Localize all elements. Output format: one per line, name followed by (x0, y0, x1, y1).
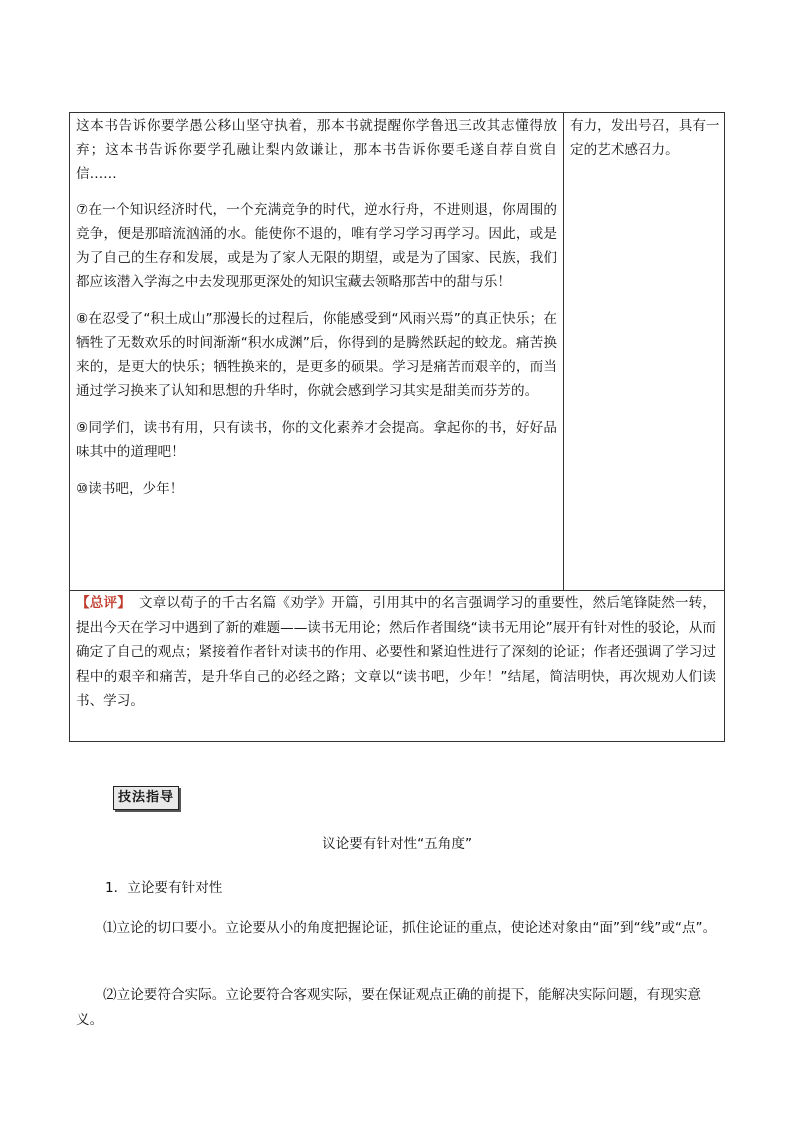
essay-table (69, 112, 725, 742)
review-row (70, 591, 724, 741)
body-paragraph: ⑵立论要符合实际。立论要符合客观实际，要在保证观点正确的前提下，能解决实际问题，有现实意义。 (76, 987, 702, 1028)
essay-row (70, 113, 724, 591)
essay-text-cell (70, 113, 564, 590)
essay-paragraph: ⑧在忍受了“积土成山”那漫长的过程后，你能感受到“风雨兴焉”的真正快乐；在牺牲了无数欢乐的时间渐渐“积水成渊”后，你得到的是腾然跃起的蛟龙。痛苦换来的，是更大的快乐；牺牲换来的，是更多的硕果。学习是痛苦而艰辛的，而当通过学习换来了认知和思想的升华时，你就会感到学习其实是甜美而芬芳的。 (76, 311, 557, 399)
essay-paragraph: ⑩读书吧，少年！ (76, 481, 184, 497)
body-paragraph: ⑴立论的切口要小。立论要从小的角度把握论证，抓住论证的重点，使论述对象由“面”到“线”或“点”。 (103, 920, 717, 936)
essay-paragraph: 这本书告诉你要学愚公移山坚守执着，那本书就提醒你学鲁迅三改其志懂得放弃；这本书告诉你要学孔融让梨内敛谦让，那本书告诉你要毛遂自荐自赏自信…… (76, 118, 557, 182)
essay-paragraph: ⑦在一个知识经济时代，一个充满竞争的时代，逆水行舟，不进则退，你周围的竞争，便是那暗流汹涌的水。能使你不退的，唯有学习学习再学习。因此，或是为了自己的生存和发展，或是为了家人无限的期望，或是为了国家、民族，我们都应该潜入学海之中去发现那更深处的知识宝藏去领略那苦中的甜与乐！ (76, 202, 557, 290)
section-title: 议论要有针对性“五角度” (321, 836, 473, 852)
annotation-text: 有力，发出号召，具有一定的艺术感召力。 (570, 118, 720, 158)
subheading: 1．立论要有针对性 (105, 880, 223, 896)
review-text: 文章以荀子的千古名篇《劝学》开篇，引用其中的名言强调学习的重要性，然后笔锋陡然一转，提出今天在学习中遇到了新的难题——读书无用论；然后作者围绕“读书无用论”展开有针对性的驳论，从而确定了自己的观点；紧接着作者针对读书的作用、必要性和紧迫性进行了深刻的论证；作者还强调了学习过程中的艰辛和痛苦，是升华自己的必经之路；文章以“读书吧，少年！”结尾，简洁明快，再次规劝人们读书、学习。 (76, 595, 717, 709)
essay-paragraph: ⑨同学们，读书有用，只有读书，你的文化素养才会提高。拿起你的书，好好品味其中的道理吧！ (76, 420, 557, 460)
annotation-cell (564, 113, 724, 590)
review-label: 【总评】 (76, 595, 131, 611)
section-badge: 技法指导 (113, 786, 179, 810)
